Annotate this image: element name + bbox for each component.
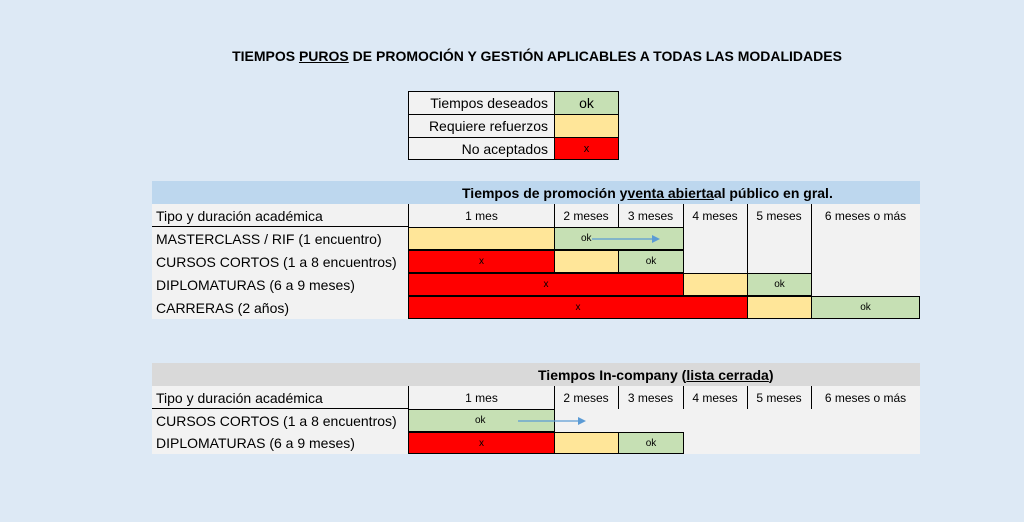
- table2-col-5: 5 meses: [747, 386, 811, 409]
- title-underlined: PUROS: [298, 48, 349, 64]
- table1-bar-red: x: [408, 296, 748, 319]
- title-text-end: DE PROMOCIÓN Y GESTIÓN APLICABLES A TODAS LAS MODALIDADES: [348, 48, 842, 64]
- table1-row-label: MASTERCLASS / RIF (1 encuentro): [152, 227, 409, 250]
- table2-col-4: 4 meses: [683, 386, 747, 409]
- table2-col-3: 3 meses: [618, 386, 683, 409]
- table1-col-3: 3 meses: [618, 204, 683, 227]
- table1-col-1: 1 mes: [409, 204, 554, 227]
- table1-col-4: 4 meses: [683, 204, 747, 227]
- table1-bar-yellow: [408, 227, 555, 250]
- legend-swatch-rejected: x: [554, 137, 619, 160]
- table2-bar-yellow: [554, 432, 619, 454]
- table1-bar-yellow: [683, 273, 748, 296]
- grid-line: [811, 386, 812, 409]
- legend-label-desired: Tiempos deseados: [408, 91, 555, 115]
- table1-bar-red: x: [408, 250, 555, 273]
- grid-line: [747, 386, 748, 409]
- table2-col-2: 2 meses: [554, 386, 618, 409]
- grid-line: [152, 408, 409, 409]
- legend-label-reinforce: Requiere refuerzos: [408, 114, 555, 138]
- table1-bar-green: ok: [618, 250, 684, 273]
- table1-bar-yellow: [747, 296, 812, 319]
- table1-row-header: Tipo y duración académica: [152, 204, 409, 227]
- grid-line: [618, 386, 619, 409]
- grid-line: [618, 204, 619, 227]
- table2-bar-green: ok: [408, 409, 555, 432]
- table1-row-label: CARRERAS (2 años): [152, 296, 409, 319]
- table2-row-header: Tipo y duración académica: [152, 386, 409, 409]
- table1-bar-green: ok: [811, 296, 920, 319]
- table1-bar-yellow: [554, 250, 619, 273]
- table2-row-label: DIPLOMATURAS (6 a 9 meses): [152, 432, 409, 454]
- page-title: [0, 48, 1024, 64]
- legend-swatch-ok: ok: [554, 91, 619, 115]
- legend-label-rejected: No aceptados: [408, 137, 555, 160]
- arrow-right-icon: [516, 415, 588, 427]
- table1-col-5: 5 meses: [747, 204, 811, 227]
- table1-row-label: CURSOS CORTOS (1 a 8 encuentros): [152, 250, 409, 273]
- table1-col-6: 6 meses o más: [811, 204, 920, 227]
- table1-bar-red: x: [408, 273, 684, 296]
- grid-line: [554, 386, 555, 409]
- title-text: TIEMPOS: [232, 48, 299, 64]
- table2-banner: Tiempos In-company ( lista cerrada ): [152, 363, 920, 386]
- table1-banner: Tiempos de promoción y venta abierta al público en gral.: [152, 181, 920, 204]
- table2-row-label: CURSOS CORTOS (1 a 8 encuentros): [152, 409, 409, 432]
- table1-col-2: 2 meses: [554, 204, 618, 227]
- table1-row-label: DIPLOMATURAS (6 a 9 meses): [152, 273, 409, 296]
- grid-line: [683, 386, 684, 409]
- grid-line: [554, 204, 555, 227]
- table1-bar-green: ok: [747, 273, 812, 296]
- table2-col-6: 6 meses o más: [811, 386, 920, 409]
- table2-bar-red: x: [408, 432, 555, 454]
- grid-line: [747, 204, 748, 273]
- arrow-right-icon: [590, 233, 662, 245]
- grid-line: [152, 226, 409, 227]
- table2-bar-green: ok: [618, 432, 684, 454]
- legend-swatch-reinforce: [554, 114, 619, 138]
- table1-bar-green: ok: [554, 227, 684, 250]
- table2-col-1: 1 mes: [409, 386, 554, 409]
